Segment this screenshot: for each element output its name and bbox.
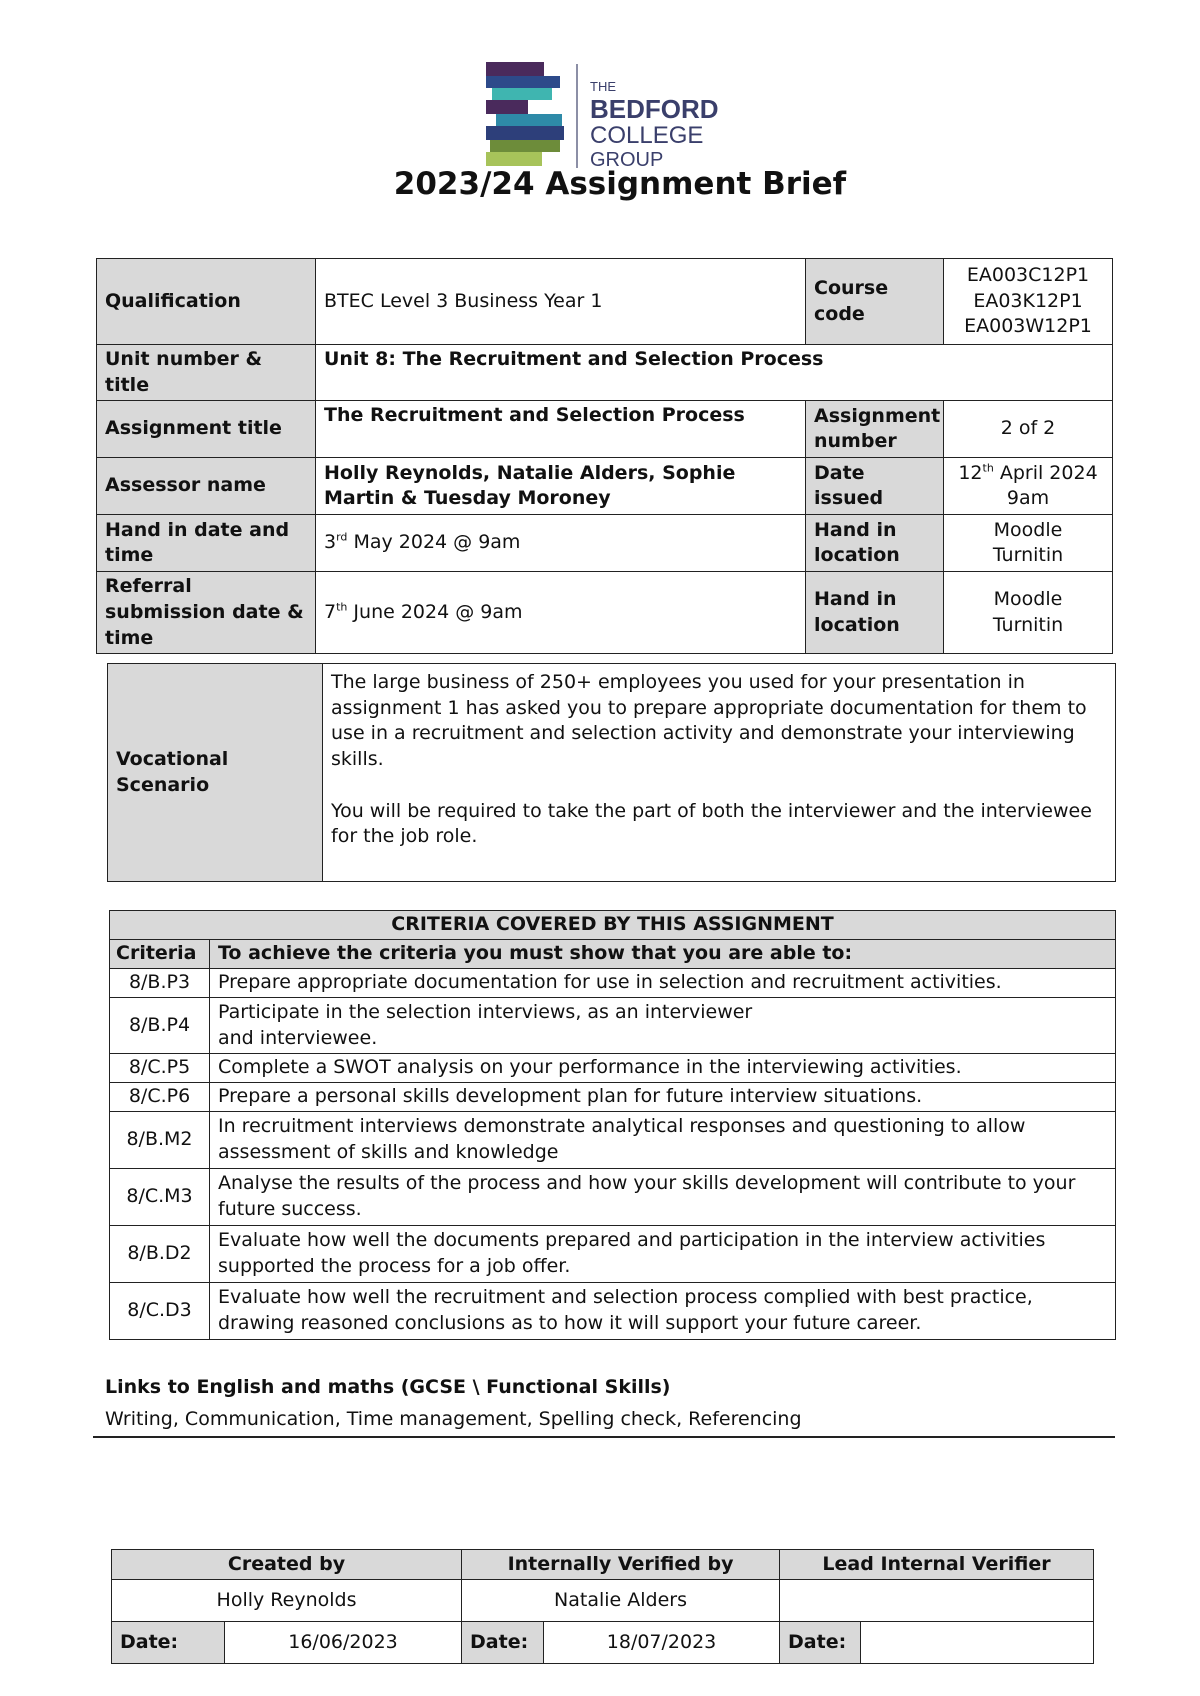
logo-divider [576, 64, 578, 168]
table-row [110, 1169, 1116, 1226]
created-date-label: Date: [112, 1622, 225, 1664]
table-row [110, 1226, 1116, 1283]
criteria-text: Prepare a personal skills development plan for future interview situations. [210, 1083, 1116, 1112]
college-logo-mark [486, 62, 566, 170]
table-row [108, 664, 1116, 882]
table-row [110, 969, 1116, 998]
created-by-name: Holly Reynolds [112, 1580, 462, 1622]
referral-sup: th [336, 600, 348, 614]
assignment-number-label: Assignment number [806, 401, 944, 458]
criteria-table [109, 910, 1116, 1340]
table-row [97, 515, 1113, 572]
logo-line-the: THE [590, 79, 616, 94]
table-row [97, 401, 1113, 458]
course-code: EA03K12P1 [973, 289, 1083, 312]
table-row [112, 1580, 1094, 1622]
logo-line-group: GROUP [590, 149, 664, 171]
verified-date-value: 18/07/2023 [544, 1622, 780, 1664]
table-row [110, 911, 1116, 940]
criteria-code: 8/B.D2 [110, 1226, 210, 1283]
criteria-text: Analyse the results of the process and how your skills development will contribute to your future success. [210, 1169, 1116, 1226]
date-issued-time: 9am [1006, 487, 1050, 510]
referral-value [316, 572, 806, 654]
hand-in-day: 3 [324, 531, 337, 554]
table-row [97, 259, 1113, 345]
vocational-scenario-table [107, 663, 1116, 882]
qualification-label: Qualification [97, 259, 316, 345]
hand-in-label: Hand in date and time [97, 515, 316, 572]
date-issued-label: Date issued [806, 458, 944, 515]
location-moodle: Moodle [993, 518, 1063, 541]
lead-date-label: Date: [780, 1622, 861, 1664]
criteria-code: 8/C.P6 [110, 1083, 210, 1112]
vocational-scenario-text [323, 664, 1116, 882]
referral-location-label: Hand in location [806, 572, 944, 654]
lead-date-value [861, 1622, 1094, 1664]
course-code-label: Course code [806, 259, 944, 345]
date-issued-value [944, 458, 1113, 515]
referral-label: Referral submission date & time [97, 572, 316, 654]
criteria-code: 8/B.P3 [110, 969, 210, 998]
assignment-title-value: The Recruitment and Selection Process [316, 401, 806, 458]
assessor-value: Holly Reynolds, Natalie Alders, Sophie Martin & Tuesday Moroney [316, 458, 806, 515]
assignment-title-label: Assignment title [97, 401, 316, 458]
hand-in-rest: May 2024 @ 9am [347, 531, 521, 554]
location-turnitin: Turnitin [992, 544, 1064, 567]
table-row [112, 1622, 1094, 1664]
logo-line-college: COLLEGE [590, 122, 704, 149]
referral-day: 7 [324, 600, 337, 623]
college-logo [486, 60, 736, 172]
criteria-column-header: Criteria [110, 940, 210, 969]
referral-rest: June 2024 @ 9am [347, 600, 523, 623]
table-row [110, 1283, 1116, 1340]
assignment-number-value: 2 of 2 [944, 401, 1113, 458]
course-code: EA003W12P1 [964, 315, 1092, 338]
location-moodle: Moodle [993, 588, 1063, 611]
hand-in-location-label: Hand in location [806, 515, 944, 572]
assignment-info-table [96, 258, 1113, 654]
table-row [97, 345, 1113, 401]
table-row [110, 940, 1116, 969]
criteria-code: 8/C.P5 [110, 1054, 210, 1083]
table-row [112, 1550, 1094, 1580]
links-divider [93, 1436, 1115, 1438]
criteria-text: Complete a SWOT analysis on your performance in the interviewing activities. [210, 1054, 1116, 1083]
unit-label: Unit number & title [97, 345, 316, 401]
verified-by-header: Internally Verified by [462, 1550, 780, 1580]
table-row [110, 1054, 1116, 1083]
location-turnitin: Turnitin [992, 613, 1064, 636]
criteria-text: Evaluate how well the documents prepared and participation in the interview activities supported the process for a job offer. [210, 1226, 1116, 1283]
unit-value: Unit 8: The Recruitment and Selection Process [316, 345, 1113, 401]
created-date-value: 16/06/2023 [225, 1622, 462, 1664]
table-row [97, 572, 1113, 654]
verified-date-label: Date: [462, 1622, 544, 1664]
assessor-label: Assessor name [97, 458, 316, 515]
created-by-header: Created by [112, 1550, 462, 1580]
table-row [97, 458, 1113, 515]
date-issued-rest: April 2024 [993, 461, 1098, 484]
hand-in-location-value [944, 515, 1113, 572]
vocational-scenario-label: Vocational Scenario [108, 664, 323, 882]
criteria-code: 8/C.D3 [110, 1283, 210, 1340]
signoff-table [111, 1549, 1094, 1664]
table-row [110, 1112, 1116, 1169]
table-row [110, 1083, 1116, 1112]
date-issued-day: 12 [958, 461, 983, 484]
logo-line-bedford: BEDFORD [590, 94, 719, 124]
criteria-code: 8/C.M3 [110, 1169, 210, 1226]
criteria-text: Evaluate how well the recruitment and selection process complied with best practice, drawing reasoned conclusions as to how it will support your future career. [210, 1283, 1116, 1340]
criteria-heading: CRITERIA COVERED BY THIS ASSIGNMENT [110, 911, 1116, 940]
lead-verifier-header: Lead Internal Verifier [780, 1550, 1094, 1580]
qualification-value: BTEC Level 3 Business Year 1 [316, 259, 806, 345]
criteria-text: In recruitment interviews demonstrate analytical responses and questioning to allow assessment of skills and knowledge [210, 1112, 1116, 1169]
page-title: 2023/24 Assignment Brief [393, 166, 847, 202]
course-codes [944, 259, 1113, 345]
referral-location-value [944, 572, 1113, 654]
criteria-code: 8/B.M2 [110, 1112, 210, 1169]
scenario-paragraph: You will be required to take the part of both the interviewer and the interviewee for the job role. [331, 799, 1092, 848]
date-issued-sup: th [982, 461, 994, 475]
verified-by-name: Natalie Alders [462, 1580, 780, 1622]
table-row [110, 998, 1116, 1054]
scenario-paragraph: The large business of 250+ employees you used for your presentation in assignment 1 has asked you to prepare appropriate documentation for them to use in a recruitment and selection activity and demonstrate your interviewing skills. [331, 671, 1087, 770]
criteria-text: Participate in the selection interviews, as an interviewer and interviewee. [210, 998, 1116, 1054]
links-heading: Links to English and maths (GCSE \ Functional Skills) [105, 1376, 671, 1398]
criteria-description-header: To achieve the criteria you must show that you are able to: [210, 940, 1116, 969]
criteria-code: 8/B.P4 [110, 998, 210, 1054]
lead-verifier-name [780, 1580, 1094, 1622]
hand-in-value [316, 515, 806, 572]
hand-in-sup: rd [336, 531, 348, 545]
course-code: EA003C12P1 [966, 264, 1090, 287]
links-text: Writing, Communication, Time management, Spelling check, Referencing [105, 1408, 802, 1430]
criteria-text: Prepare appropriate documentation for use in selection and recruitment activities. [210, 969, 1116, 998]
